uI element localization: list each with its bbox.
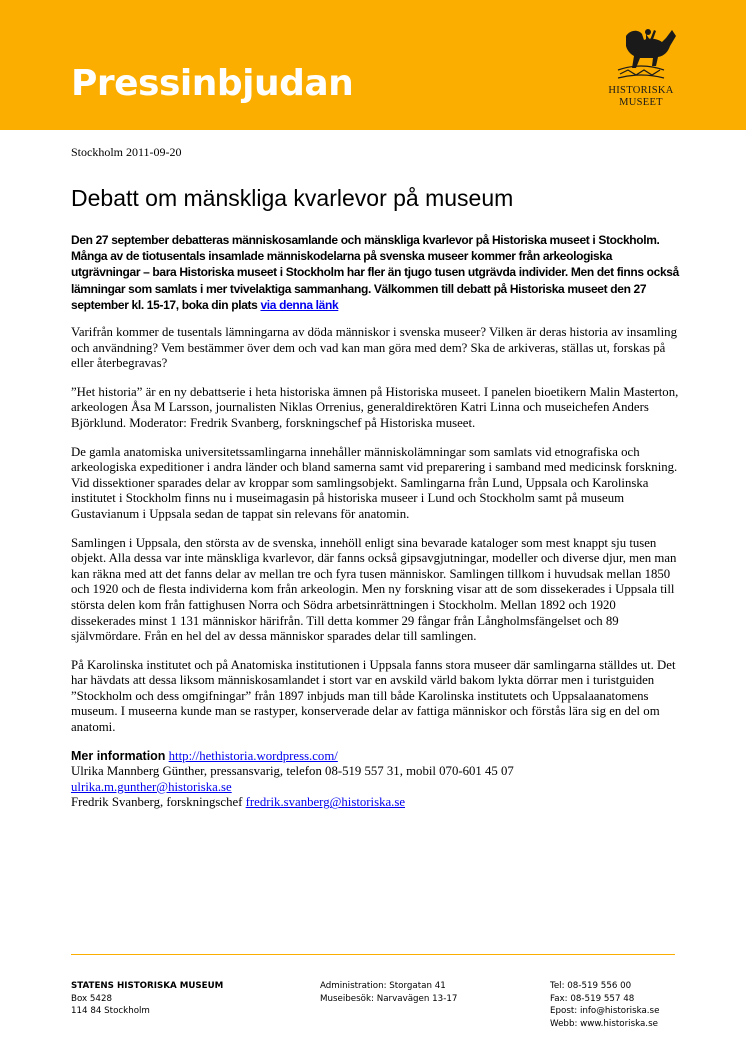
headline: Debatt om mänskliga kvarlevor på museum — [71, 185, 514, 211]
footer-fax: Fax: 08-519 557 48 — [550, 993, 635, 1004]
booking-link[interactable]: via denna länk — [260, 297, 339, 312]
contact-fredrik: Fredrik Svanberg, forskningschef — [71, 795, 246, 810]
paragraph-3: De gamla anatomiska universitetssamlingarna innehåller människolämningar som samlats vid etnografiska och arkeologiska expeditioner i andra länder och bland samerna samt vid preparering i samband med medicinsk forskning. Vid dissektioner sparades delar av kroppar som samlingsobjekt. Samlingarna från Lund, Uppsala och Karolinska institutet i Stockholm finns nu i museimagasin på historiska museer i Lund och Stockholm samt på museum Gustavianum i Uppsala sedan de tappat sin relevans för anatomin. — [71, 444, 678, 521]
paragraph-5: På Karolinska institutet och på Anatomiska institutionen i Uppsala fanns stora museer där samlingarna ställdes ut. Det har hävdats att dessa liksom människosamlandet i stort var en avskild värld bakom lykta dörrar men i turistguiden ”Stockholm och dess omgifningar” från 1897 inbjuds man till både Karolinska institutets och Uppsalaanatomens museum. I museerna kunde man se rastyper, konserverade delar av fattiga människor och förstås lära sig en del om anatomi. — [71, 657, 676, 735]
footer-locations — [320, 980, 457, 1005]
paragraph-2: ”Het historia” är en ny debattserie i heta historiska ämnen på Historiska museet. I panelen bioetikern Malin Masterton, arkeologen Åsa M Larsson, journalisten Niklas Orrenius, generaldirektören Katri Linna och museichefen Anders Björklund. Moderator: Fredrik Svanberg, forskningschef på Historiska museet. — [71, 384, 679, 430]
footer-web: Webb: www.historiska.se — [550, 1018, 658, 1029]
email-fredrik-link[interactable]: fredrik.svanberg@historiska.se — [245, 795, 406, 810]
footer-admin: Administration: Storgatan 41 — [320, 981, 446, 991]
more-information — [71, 749, 683, 811]
footer-postal: 114 84 Stockholm — [71, 1006, 150, 1016]
footer-tel: Tel: 08-519 556 00 — [550, 981, 632, 991]
logo-line-1: HISTORISKA — [608, 85, 674, 96]
footer-divider — [71, 954, 675, 955]
more-info-label: Mer information — [71, 748, 166, 763]
lead-paragraph — [71, 232, 683, 313]
footer-box: Box 5428 — [71, 993, 113, 1004]
email-ulrika-link[interactable]: ulrika.m.gunther@historiska.se — [71, 779, 232, 794]
museum-logo — [596, 26, 686, 112]
banner-title: Pressinbjudan — [71, 63, 354, 104]
footer-org: STATENS HISTORISKA MUSEUM — [71, 981, 224, 991]
blog-link[interactable]: http://hethistoria.wordpress.com/ — [168, 748, 338, 763]
horse-rider-icon — [596, 26, 686, 86]
logo-line-2: MUSEET — [619, 97, 663, 108]
paragraph-1: Varifrån kommer de tusentals lämningarna av döda människor i svenska museer? Vilken är deras historia av insamling och användning? Vem bestämmer över dem och vad kan man göra med dem? Ska de arkiveras, ställas ut, forskas på eller återbegravas? — [71, 325, 677, 371]
footer-contact — [550, 980, 659, 1030]
header-banner — [0, 0, 746, 130]
contact-ulrika: Ulrika Mannberg Günther, pressansvarig, telefon 08-519 557 31, mobil 070-601 45 07 — [71, 764, 514, 779]
footer-email: Epost: info@historiska.se — [550, 1006, 660, 1016]
footer-address — [71, 980, 223, 1018]
dateline: Stockholm 2011-09-20 — [71, 145, 182, 159]
paragraph-4: Samlingen i Uppsala, den största av de svenska, innehöll enligt sina bevarade kataloger som mest knappt sju tusen objekt. Alla dessa var inte mänskliga kvarlevor, där fanns också gipsavgjutningar, modeller och diverse djur, men man kan räkna med att det fanns delar av mellan tre och fyra tusen människor. Samlingen tillkom i huvudsak mellan 1850 och 1920 och de flesta individerna kom från arkeologin. Men ny forskning visar att de som dissekerades i Uppsala till största delen kom från fattighusen Norra och Södra arbetsinrättningen i Stockholm. Mellan 1892 och 1920 dissekerades minst 1 131 människor härifrån. Till detta kommer 29 fångar från Långholmsfängelset och 89 självmördare. Från en hel del av dessa människor sparades delar till samlingen. — [71, 535, 677, 644]
lead-text: Den 27 september debatteras människosamlande och mänskliga kvarlevor på Historiska museet i Stockholm. Många av de tiotusentals insamlade människodelarna på svenska museer kommer från arkeologiska utgrävningar – bara Historiska museet i Stockholm har fler än tjugo tusen utgrävda individer. Men det finns också lämningar som samlats i mer tvivelaktiga sammanhang. Välkommen till debatt på Historiska museet den 27 september kl. 15-17, boka din plats — [71, 233, 679, 312]
footer-visit: Museibesök: Narvavägen 13-17 — [320, 993, 458, 1004]
article-body — [71, 325, 683, 811]
